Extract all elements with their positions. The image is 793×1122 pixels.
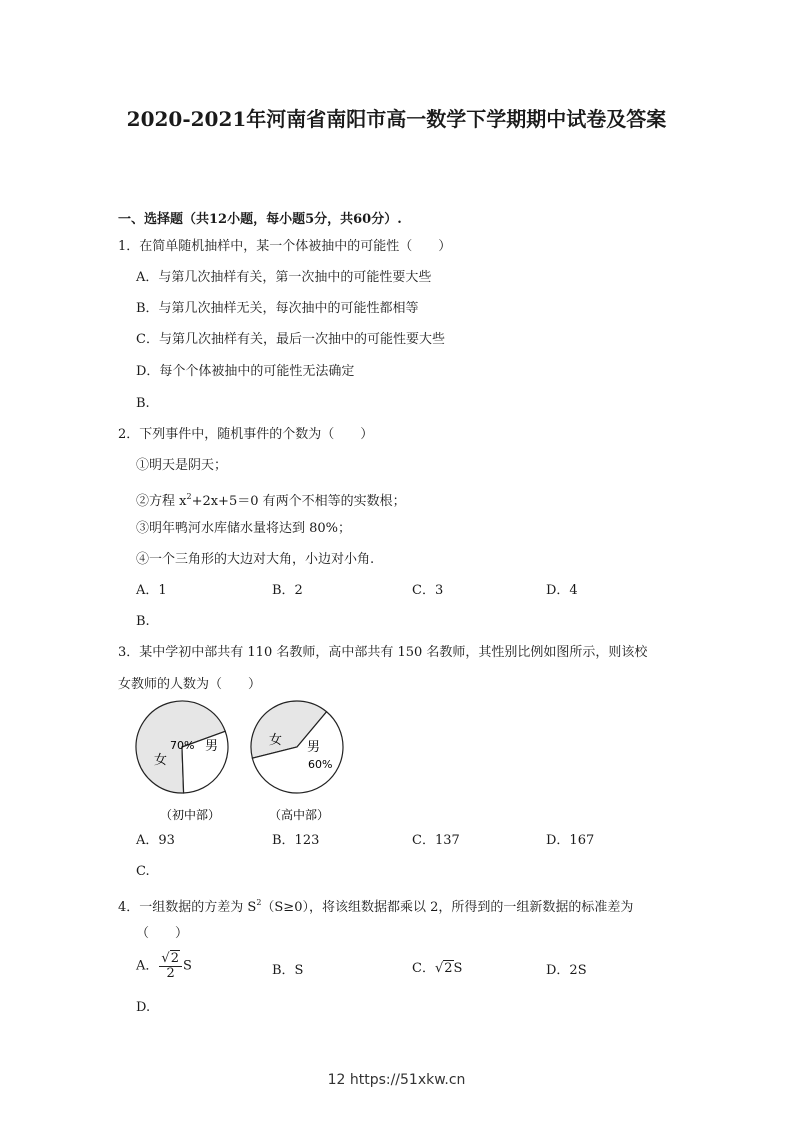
- page-footer: 12 https://51xkw.cn: [327, 1072, 466, 1088]
- page-title: 2020-2021年河南省南阳市高一数学下学期期中试卷及答案: [126, 107, 667, 131]
- q2-item-4: ④一个三角形的大边对大角，小边对小角.: [136, 552, 375, 567]
- q3-option-c: C．137: [412, 833, 460, 848]
- q4-option-d: D．2S: [546, 963, 587, 978]
- pie2-male-label: 男: [307, 740, 321, 755]
- sqrt-symbol: √2: [434, 961, 453, 976]
- q4-option-a-var: S: [182, 958, 192, 974]
- q3-stem-line1: 3．某中学初中部共有 110 名教师，高中部共有 150 名教师，其性别比例如图所示，则该校: [118, 645, 648, 660]
- q2-item-2-sup: 2: [186, 492, 192, 501]
- q2-answer: B.: [136, 614, 150, 629]
- pie1-female-label: 女: [154, 753, 168, 768]
- q4-option-c-var: S: [453, 961, 463, 976]
- pie2-percent-label: 60%: [308, 758, 333, 771]
- q2-item-2-pre: ②方程 x: [136, 494, 187, 509]
- q4-option-a-fraction: [159, 952, 182, 981]
- q2-option-d: D．4: [546, 583, 578, 598]
- q4-answer: D.: [136, 1000, 151, 1015]
- q2-option-b: B．2: [272, 583, 303, 598]
- q2-option-a: A．1: [136, 583, 167, 598]
- q4-stem-pre: 4．一组数据的方差为 S: [118, 900, 257, 915]
- pie2-title: （高中部）: [269, 808, 330, 822]
- q4-option-c: [412, 961, 462, 977]
- q1-option-c: C．与第几次抽样有关，最后一次抽中的可能性要大些: [136, 332, 445, 347]
- q1-option-b: B．与第几次抽样无关，每次抽中的可能性都相等: [136, 301, 419, 316]
- q4-option-a-label: A．: [136, 958, 159, 974]
- q2-item-3: ③明年鸭河水库储水量将达到 80%；: [136, 521, 352, 536]
- q2-item-2: [136, 489, 406, 510]
- q2-item-1: ①明天是阴天；: [136, 458, 228, 473]
- q4-option-a-radicand: 2: [170, 951, 179, 966]
- q3-pie-charts: [135, 700, 355, 830]
- q1-option-a: A．与第几次抽样有关，第一次抽中的可能性要大些: [136, 270, 432, 285]
- q3-option-b: B．123: [272, 833, 320, 848]
- pie2-female-label: 女: [269, 733, 283, 748]
- q4-option-c-radicand: 2: [444, 961, 453, 976]
- section-heading: 一、选择题（共12小题，每小题5分，共60分）.: [118, 212, 402, 227]
- q3-option-a: A．93: [136, 833, 175, 848]
- q4-option-a-denominator: 2: [166, 966, 175, 981]
- q3-option-d: D．167: [546, 833, 595, 848]
- q4-stem-line1: [118, 895, 633, 916]
- pie1-percent-label: 70%: [170, 739, 195, 752]
- q4-option-b: B．S: [272, 963, 304, 978]
- q3-stem-line2: 女教师的人数为（ ）: [118, 677, 262, 692]
- q1-stem: 1．在简单随机抽样中，某一个体被抽中的可能性（ ）: [118, 239, 452, 254]
- q4-stem-sup: 2: [256, 898, 262, 907]
- q1-option-d: D．每个个体被抽中的可能性无法确定: [136, 364, 355, 379]
- q2-option-c: C．3: [412, 583, 444, 598]
- q3-answer: C.: [136, 864, 150, 879]
- pie-chart-senior: [251, 701, 343, 793]
- q4-option-c-label: C．: [412, 961, 435, 976]
- q2-item-2-post: +2x+5＝0 有两个不相等的实数根；: [191, 494, 406, 509]
- pie1-male-label: 男: [205, 739, 219, 754]
- q4-option-a: [136, 952, 192, 981]
- sqrt-symbol: √2: [161, 951, 179, 966]
- q4-stem-line2: （ ）: [136, 926, 189, 941]
- q1-answer: B.: [136, 396, 150, 411]
- q2-stem: 2．下列事件中，随机事件的个数为（ ）: [118, 427, 374, 442]
- pie1-title: （初中部）: [160, 808, 221, 822]
- q4-stem-post: （S≥0），将该组数据都乘以 2，所得到的一组新数据的标准差为: [261, 900, 634, 915]
